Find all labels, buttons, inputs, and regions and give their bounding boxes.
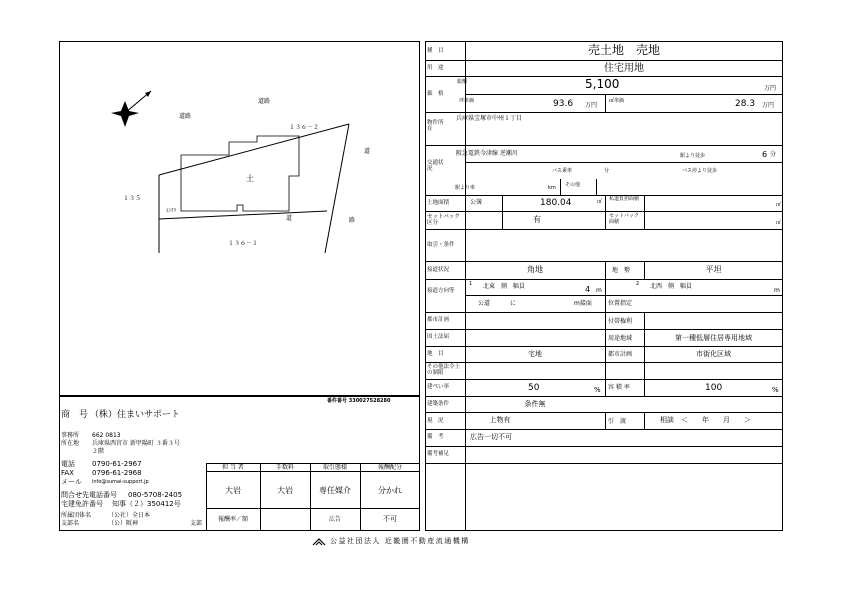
branch-label: 支部名: [61, 520, 80, 527]
address-line-2: ２階: [92, 448, 105, 455]
license-value: 知事（２）350412号: [112, 500, 181, 508]
staff-mode: 専任媒介: [319, 486, 351, 495]
location-value: 兵庫県宝塚市中州１丁目: [456, 115, 523, 122]
fax-value: 0796-61-2968: [92, 469, 142, 477]
company-name: （株）住まいサポート: [90, 410, 181, 420]
office-postal: 662 0813: [92, 432, 121, 439]
tel-value: 0790-61-2967: [92, 460, 142, 468]
land-area-type: 公簿: [470, 199, 483, 206]
land-cat-value: 宅地: [528, 350, 542, 358]
staff-header-split: 報酬配分: [377, 464, 402, 471]
staff-person: 大岩: [225, 486, 241, 495]
road1-no: 1: [469, 281, 473, 287]
car-unit: km: [548, 185, 556, 191]
terrain-value: 平坦: [705, 265, 722, 274]
staff-receiver: 大岩: [277, 486, 293, 495]
map-small-label: ｺﾝｸﾘ: [166, 208, 177, 214]
staff-ad-label: 広告: [328, 516, 341, 523]
contact-value: 080-5708-2405: [128, 491, 183, 499]
map-lot-136-2: １３６－２: [289, 124, 320, 131]
label-status: 接道状況: [427, 267, 450, 273]
land-area-value: 180.04: [540, 198, 572, 208]
label-other-restrict: その他法令上の制限: [427, 364, 461, 376]
setback-value: 有: [533, 215, 541, 224]
building-outline: [181, 136, 299, 211]
map-road-label-2: 道路: [258, 98, 271, 105]
staff-header-fee: 手数料: [275, 464, 294, 471]
approval-number: 番件番号 330027528280: [327, 398, 391, 404]
road-line-top: [159, 124, 349, 175]
line-value: 阪急電鉄今津線 逆瀬川: [456, 150, 518, 157]
tsubo-value: 93.6: [553, 99, 574, 109]
label-conditions: 取引・条件: [427, 242, 455, 248]
position-label: 位置指定: [608, 300, 633, 307]
property-use: 住宅用地: [604, 63, 644, 74]
price-unit: 万円: [764, 85, 777, 92]
road2-desc: 北西 側 幅員: [650, 283, 693, 290]
road2-unit: m: [774, 287, 780, 294]
zoning-value: 第一種低層住居専用地域: [675, 334, 752, 342]
far-value: 100: [705, 383, 723, 393]
setback-area-label: セットバック面積: [609, 213, 639, 225]
road-line-right: [325, 124, 349, 253]
map-lot-135: １３５: [123, 195, 142, 202]
car-label: 駅より車: [455, 185, 476, 191]
footer-org: 公益社団法人 近畿圏不動産流通機構: [330, 537, 470, 545]
label-urban-plan: 都市計画: [427, 317, 450, 323]
coverage-unit: %: [594, 386, 601, 394]
label-land-area: 土地面積: [427, 200, 450, 206]
staff-ad-value: 不可: [383, 515, 397, 523]
label-type: 種 目: [427, 48, 444, 54]
label-setback: セットバック区分: [427, 214, 460, 226]
present-value: 上物有: [489, 416, 511, 424]
road1-width: 4: [585, 285, 591, 294]
company-name-label: 商 号: [61, 410, 89, 420]
label-coverage: 建ぺい率: [427, 384, 450, 390]
price-value: 5,100: [585, 77, 620, 91]
private-road-unit: ㎡: [776, 202, 782, 208]
other-transport-label: その他: [565, 182, 581, 188]
label-remarks2: 備考補足: [427, 451, 450, 457]
sqm-unit: 万円: [762, 102, 775, 109]
delivery-label: 引 渡: [608, 418, 627, 425]
delivery-value: 相談 ＜ 年 月 ＞: [660, 416, 751, 424]
address-label: 所在地: [61, 440, 80, 447]
land-area-unit: ㎡: [597, 199, 603, 205]
remarks-value: 広告一切不可: [470, 433, 512, 441]
staff-header-person: 担 当 者: [222, 464, 244, 471]
branch-value: （公）阪神: [108, 520, 139, 527]
map-lot-136-1: １３６－１: [228, 240, 259, 247]
mail-value: info@sumai-support.jp: [92, 479, 149, 485]
sqm-label: ㎡単価: [609, 98, 625, 104]
map-road-bottom: 道: [286, 215, 293, 222]
far-label: 容 積 率: [608, 384, 630, 391]
map-lot-main: 土: [246, 174, 254, 183]
bus-unit: 分: [604, 168, 610, 174]
license-label: 宅建免許番号: [61, 500, 103, 508]
private-road-label: 私道負担面積: [609, 196, 640, 202]
walk-label: 駅より徒歩: [680, 153, 706, 159]
road1-desc: 北東 側 幅員: [483, 283, 526, 290]
property-map: [59, 41, 420, 396]
terrain-label: 地 勢: [612, 267, 631, 274]
city-plan-label: 都市計画: [608, 351, 633, 358]
assoc-label: 所属団体名: [61, 512, 92, 519]
price-sub-label: 総額: [457, 79, 468, 85]
map-road-label: 道路: [179, 113, 192, 120]
bus-label: バス乗車: [552, 168, 573, 174]
association-logo-icon: [312, 537, 326, 547]
coverage-value: 50: [528, 383, 540, 393]
zoning-label: 用途地域: [608, 335, 633, 342]
tsubo-label: 坪単価: [459, 98, 475, 104]
road2-no: 2: [636, 281, 640, 287]
property-type: 売土地 売地: [587, 43, 660, 57]
far-unit: %: [772, 386, 779, 394]
bus-stop-label: バス停より徒歩: [682, 168, 718, 174]
label-build-cond: 建築条件: [427, 401, 450, 407]
lot-line-bottom: [159, 211, 327, 219]
easement-label: 付帯権利: [608, 318, 633, 325]
north-arrow-icon: [111, 91, 151, 127]
city-plan-value: 市街化区域: [696, 350, 731, 358]
contact-label: 問合せ先電話番号: [61, 491, 117, 499]
label-price: 価 格: [427, 91, 444, 97]
label-present: 現 況: [427, 418, 444, 424]
road-public-2: に: [510, 300, 517, 307]
staff-header-mode: 取引態様: [322, 464, 347, 471]
sqm-value: 28.3: [735, 99, 756, 109]
road-public: 公道: [478, 300, 491, 307]
tsubo-unit: 万円: [585, 102, 598, 109]
build-cond-value: 条件無: [524, 400, 546, 408]
branch-suffix: 支部: [190, 520, 203, 527]
setback-area-unit: ㎡: [776, 220, 782, 226]
mail-label: メール: [61, 478, 82, 486]
map-road-right-2: 路: [349, 217, 356, 224]
walk-value: 6: [762, 150, 768, 159]
label-transport: 交通状況: [427, 160, 444, 172]
map-road-right: 道: [364, 148, 371, 155]
label-use: 用 途: [427, 65, 444, 71]
staff-split-rate-label: 報酬率／額: [217, 516, 248, 523]
address-line-1: 兵庫県西宮市 新甲陽町 ３番３号: [92, 440, 180, 447]
label-location: 物件所在: [427, 120, 444, 132]
road-contact: m接面: [574, 300, 592, 307]
road-status: 角地: [527, 265, 543, 274]
label-road-dir: 接道方向等: [427, 288, 455, 294]
label-remarks: 備 考: [427, 434, 444, 440]
walk-unit: 分: [770, 151, 777, 158]
label-national-land: 国土法届: [427, 334, 450, 340]
tel-label: 電話: [61, 460, 75, 468]
staff-split: 分かれ: [378, 486, 402, 495]
label-land-cat: 地 目: [427, 351, 444, 357]
fax-label: FAX: [61, 469, 74, 477]
office-label: 事務所: [61, 432, 80, 439]
assoc-value: （公社）全日本: [108, 512, 151, 519]
road1-unit: m: [596, 287, 602, 294]
